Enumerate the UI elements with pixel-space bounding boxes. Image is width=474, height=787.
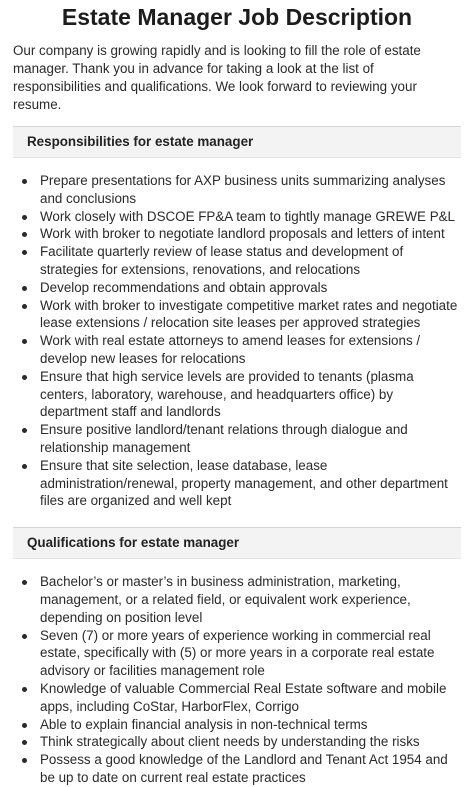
list-item: [40, 279, 461, 297]
list-item-text: Able to explain financial analysis in non-technical terms: [40, 716, 368, 732]
list-item-text: Ensure positive landlord/tenant relations through dialogue and relationship management: [40, 422, 408, 455]
bullet-icon: [22, 215, 27, 220]
list-item-text: Ensure that site selection, lease database, lease administration/renewal, property management, and other department files are organized and well kept: [40, 457, 448, 509]
list-item: [40, 627, 461, 680]
list-item: [40, 172, 461, 208]
list-item: [40, 421, 461, 457]
bullet-icon: [22, 428, 27, 433]
list-item: [40, 208, 461, 226]
responsibilities-section: [13, 126, 461, 510]
responsibilities-heading: Responsibilities for estate manager: [13, 126, 461, 158]
list-item-text: Ensure that high service levels are provided to tenants (plasma centers, laboratory, warehouse, and headquarters office) by department staff and landlords: [40, 368, 414, 420]
bullet-icon: [22, 250, 27, 255]
list-item: [40, 716, 461, 734]
list-item-text: Prepare presentations for AXP business units summarizing analyses and conclusions: [40, 173, 446, 206]
bullet-icon: [22, 723, 27, 728]
bullet-icon: [22, 375, 27, 380]
list-item-text: Bachelor’s or master’s in business administration, marketing, management, or a related field, or equivalent work experience, depending on position level: [40, 574, 411, 625]
bullet-icon: [22, 634, 27, 639]
list-item: [40, 225, 461, 243]
list-item-text: Work closely with DSCOE FP&A team to tightly manage GREWE P&L: [40, 208, 456, 224]
bullet-icon: [22, 464, 27, 469]
responsibilities-list: [13, 172, 461, 510]
list-item-text: Work with broker to negotiate landlord proposals and letters of intent: [40, 226, 445, 242]
bullet-icon: [22, 304, 27, 309]
intro-paragraph: Our company is growing rapidly and is looking to fill the role of estate manager. Thank you in advance for taking a look at the list of responsibilities and qualifications. We look forward to reviewing your resume.: [13, 43, 421, 112]
bullet-icon: [22, 580, 27, 585]
list-item: [40, 332, 461, 368]
bullet-icon: [22, 740, 27, 745]
list-item-text: Work with broker to investigate competitive market rates and negotiate lease extensions / relocation site leases per approved strategies: [40, 297, 458, 331]
bullet-icon: [22, 286, 27, 291]
page-title: Estate Manager Job Description: [61, 4, 413, 30]
list-item: [40, 680, 461, 716]
list-item-text: Work with real estate attorneys to amend leases for extensions / develop new leases for relocations: [40, 333, 421, 366]
list-item-text: Knowledge of valuable Commercial Real Estate software and mobile apps, including CoStar, HarborFlex, Corrigo: [40, 680, 447, 714]
list-item: [40, 368, 461, 421]
qualifications-section: [13, 527, 461, 787]
bullet-icon: [22, 687, 27, 692]
list-item: [40, 751, 461, 787]
qualifications-heading: Qualifications for estate manager: [13, 527, 461, 559]
qualifications-list: [13, 573, 461, 787]
bullet-icon: [22, 179, 27, 184]
list-item-text: Develop recommendations and obtain approvals: [40, 279, 328, 295]
bullet-icon: [22, 758, 27, 763]
bullet-icon: [22, 339, 27, 344]
list-item: [40, 733, 461, 751]
list-item: [40, 457, 461, 510]
list-item: [40, 297, 461, 333]
list-item-text: Seven (7) or more years of experience working in commercial real estate, specifically with (5) or more years in a corporate real estate advisory or facilities management role: [40, 627, 435, 679]
bullet-icon: [22, 232, 27, 237]
list-item-text: Possess a good knowledge of the Landlord and Tenant Act 1954 and be up to date on current real estate practices: [40, 752, 448, 785]
list-item: [40, 243, 461, 279]
list-item-text: Facilitate quarterly review of lease status and development of strategies for extensions, renovations, and relocations: [40, 244, 404, 277]
list-item: [40, 573, 461, 626]
list-item-text: Think strategically about client needs by understanding the risks: [40, 734, 420, 750]
